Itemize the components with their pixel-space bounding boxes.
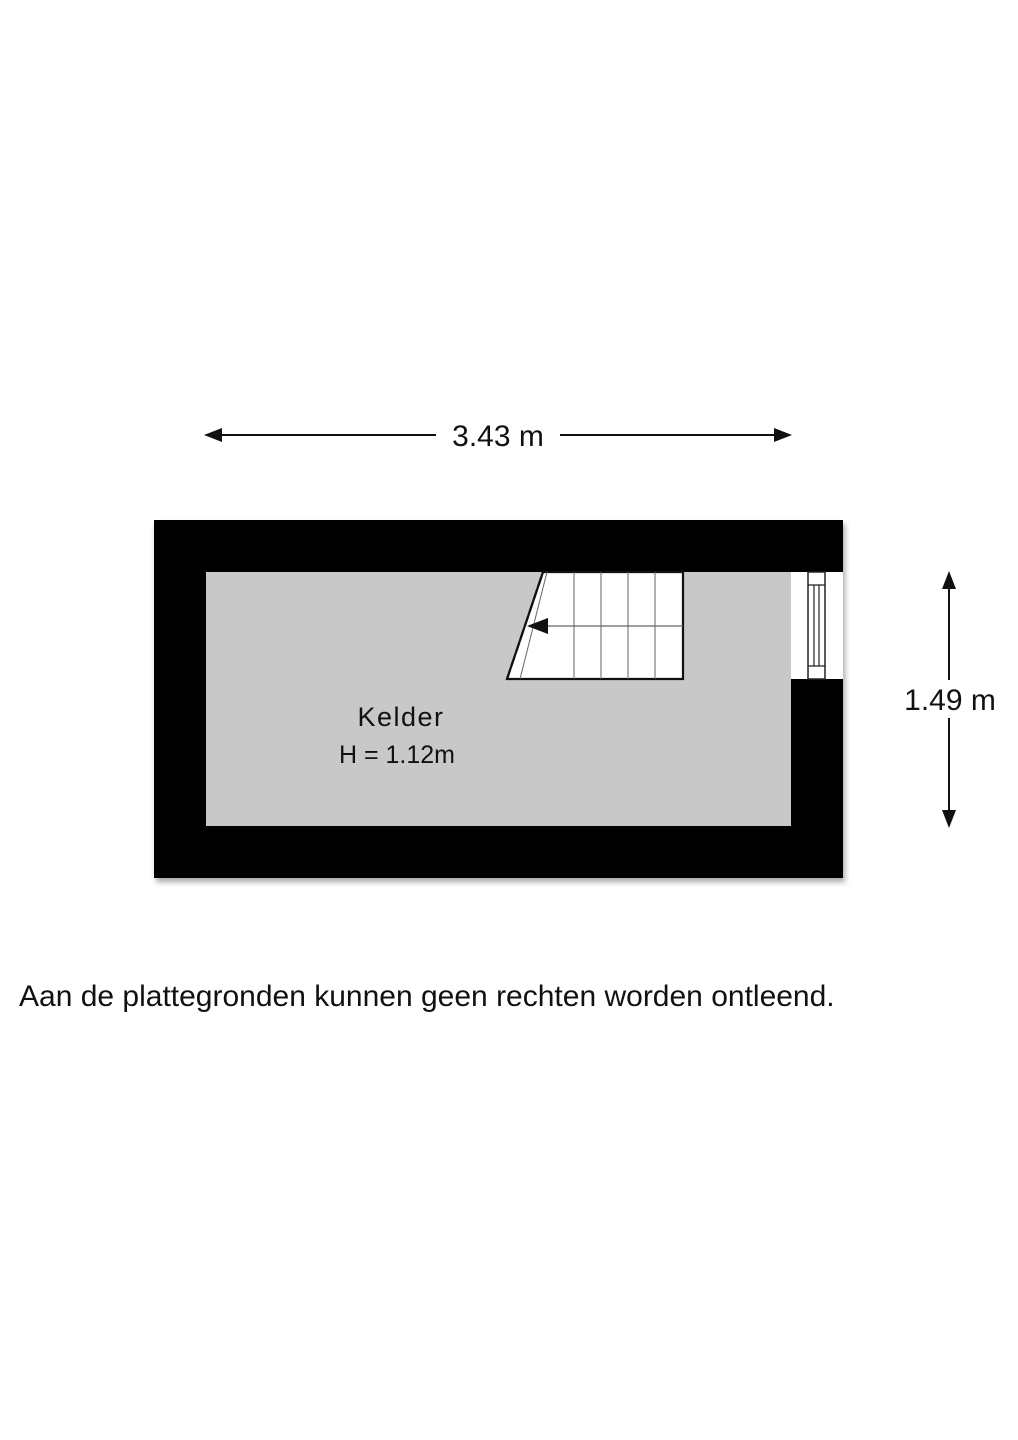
arrow-up-icon xyxy=(942,571,956,589)
arrow-down-icon xyxy=(942,810,956,828)
width-dimension xyxy=(204,420,792,453)
room-name: Kelder xyxy=(357,702,445,732)
room-height: H = 1.12m xyxy=(338,741,456,769)
arrow-right-icon xyxy=(774,428,792,442)
room-floor xyxy=(206,572,791,826)
disclaimer-text: Aan de plattegronden kunnen geen rechten worden ontleend. xyxy=(19,980,835,1013)
height-label: 1.49 m xyxy=(904,684,996,717)
arrow-left-icon xyxy=(204,428,222,442)
width-label: 3.43 m xyxy=(452,420,544,453)
window-icon xyxy=(791,572,843,679)
height-dimension xyxy=(904,571,996,828)
